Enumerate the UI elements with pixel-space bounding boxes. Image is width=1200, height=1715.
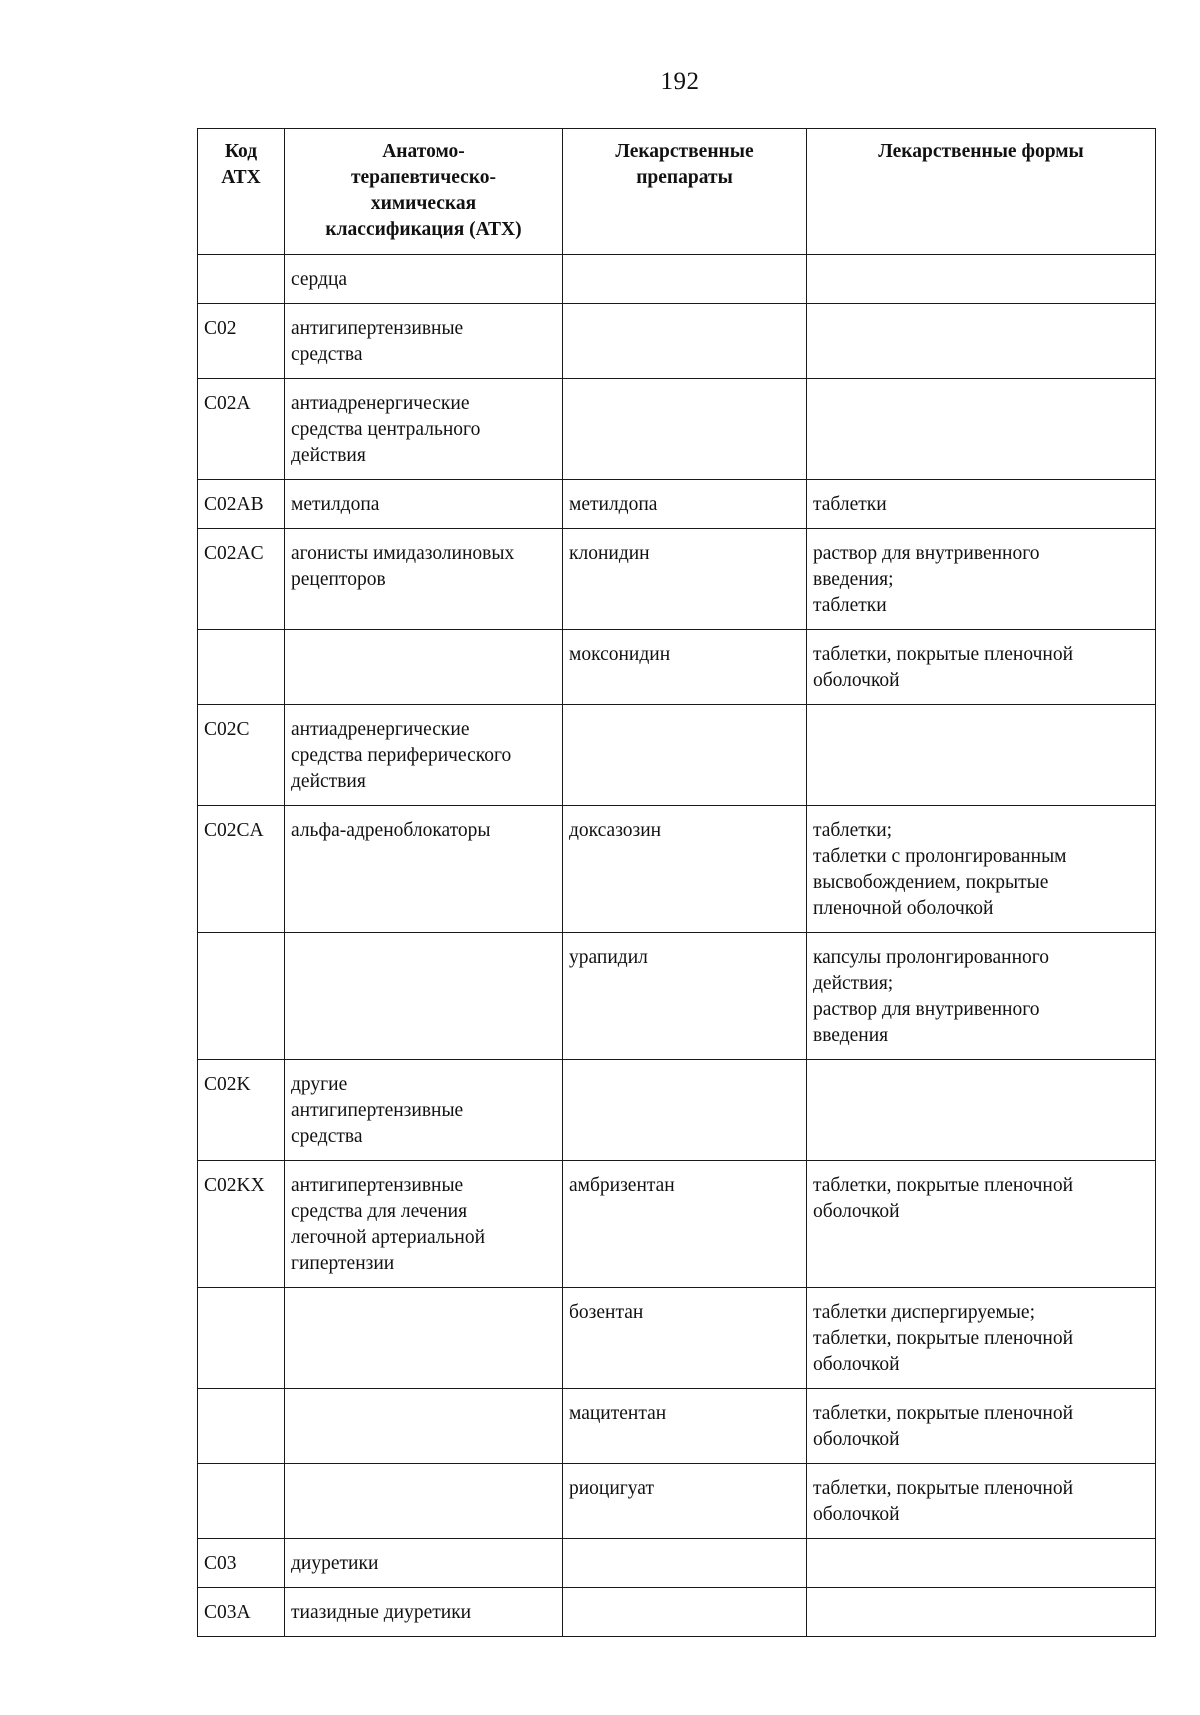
cell-drug: амбризентан (563, 1161, 807, 1288)
cell-drug: моксонидин (563, 630, 807, 705)
cell-code: C02CA (198, 806, 285, 933)
cell-classification (285, 933, 563, 1060)
cell-classification (285, 1464, 563, 1539)
cell-code: C02A (198, 379, 285, 480)
cell-drug (563, 379, 807, 480)
cell-drug (563, 1539, 807, 1588)
header-forms: Лекарственные формы (807, 129, 1156, 255)
cell-form: таблетки, покрытые пленочной оболочкой (807, 1161, 1156, 1288)
cell-classification: метилдопа (285, 480, 563, 529)
table-row (198, 1464, 1156, 1539)
cell-drug: клонидин (563, 529, 807, 630)
cell-form: таблетки (807, 480, 1156, 529)
cell-code: C03A (198, 1588, 285, 1637)
table-row (198, 480, 1156, 529)
table-row (198, 1389, 1156, 1464)
cell-classification: сердца (285, 255, 563, 304)
header-code: Код АТХ (198, 129, 285, 255)
cell-drug (563, 1588, 807, 1637)
cell-form (807, 705, 1156, 806)
cell-code: C03 (198, 1539, 285, 1588)
cell-drug (563, 255, 807, 304)
cell-classification: тиазидные диуретики (285, 1588, 563, 1637)
table-row (198, 806, 1156, 933)
cell-form (807, 1060, 1156, 1161)
cell-code: C02KX (198, 1161, 285, 1288)
cell-code: C02AC (198, 529, 285, 630)
cell-form: таблетки, покрытые пленочной оболочкой (807, 1464, 1156, 1539)
table-row (198, 630, 1156, 705)
cell-classification: антигипертензивные средства (285, 304, 563, 379)
cell-classification: агонисты имидазолиновых рецепторов (285, 529, 563, 630)
page-number: 192 (660, 68, 700, 95)
table-row (198, 705, 1156, 806)
cell-classification (285, 1288, 563, 1389)
cell-code (198, 1389, 285, 1464)
cell-classification: альфа-адреноблокаторы (285, 806, 563, 933)
cell-classification (285, 1389, 563, 1464)
cell-drug: бозентан (563, 1288, 807, 1389)
cell-drug (563, 705, 807, 806)
cell-code: C02K (198, 1060, 285, 1161)
cell-code: C02C (198, 705, 285, 806)
cell-form (807, 304, 1156, 379)
cell-code (198, 1464, 285, 1539)
table-header-row (198, 129, 1156, 255)
cell-classification: антиадренергические средства периферического действия (285, 705, 563, 806)
table-row (198, 529, 1156, 630)
cell-form: таблетки; таблетки с пролонгированным высвобождением, покрытые пленочной оболочкой (807, 806, 1156, 933)
cell-code (198, 255, 285, 304)
cell-form: таблетки диспергируемые; таблетки, покрытые пленочной оболочкой (807, 1288, 1156, 1389)
table-row (198, 1539, 1156, 1588)
cell-drug: риоцигуат (563, 1464, 807, 1539)
cell-form (807, 1588, 1156, 1637)
cell-classification (285, 630, 563, 705)
cell-form: раствор для внутривенного введения; таблетки (807, 529, 1156, 630)
table-row (198, 304, 1156, 379)
cell-drug: доксазозин (563, 806, 807, 933)
table-row (198, 1060, 1156, 1161)
cell-classification: антиадренергические средства центрального действия (285, 379, 563, 480)
cell-drug (563, 304, 807, 379)
header-drugs: Лекарственные препараты (563, 129, 807, 255)
cell-form (807, 1539, 1156, 1588)
cell-code (198, 630, 285, 705)
cell-drug (563, 1060, 807, 1161)
table-row (198, 1288, 1156, 1389)
table-row (198, 933, 1156, 1060)
cell-form: капсулы пролонгированного действия; раствор для внутривенного введения (807, 933, 1156, 1060)
cell-code (198, 933, 285, 1060)
cell-classification: диуретики (285, 1539, 563, 1588)
cell-code: C02 (198, 304, 285, 379)
table-row (198, 1161, 1156, 1288)
cell-classification: антигипертензивные средства для лечения легочной артериальной гипертензии (285, 1161, 563, 1288)
cell-form (807, 379, 1156, 480)
header-classification: Анатомо- терапевтическо- химическая классификация (АТХ) (285, 129, 563, 255)
cell-classification: другие антигипертензивные средства (285, 1060, 563, 1161)
cell-drug: мацитентан (563, 1389, 807, 1464)
table-row (198, 1588, 1156, 1637)
cell-drug: урапидил (563, 933, 807, 1060)
table-row (198, 379, 1156, 480)
cell-form: таблетки, покрытые пленочной оболочкой (807, 630, 1156, 705)
cell-code (198, 1288, 285, 1389)
cell-form: таблетки, покрытые пленочной оболочкой (807, 1389, 1156, 1464)
table-row (198, 255, 1156, 304)
cell-drug: метилдопа (563, 480, 807, 529)
atx-table (197, 128, 1156, 1637)
cell-code: C02AB (198, 480, 285, 529)
cell-form (807, 255, 1156, 304)
